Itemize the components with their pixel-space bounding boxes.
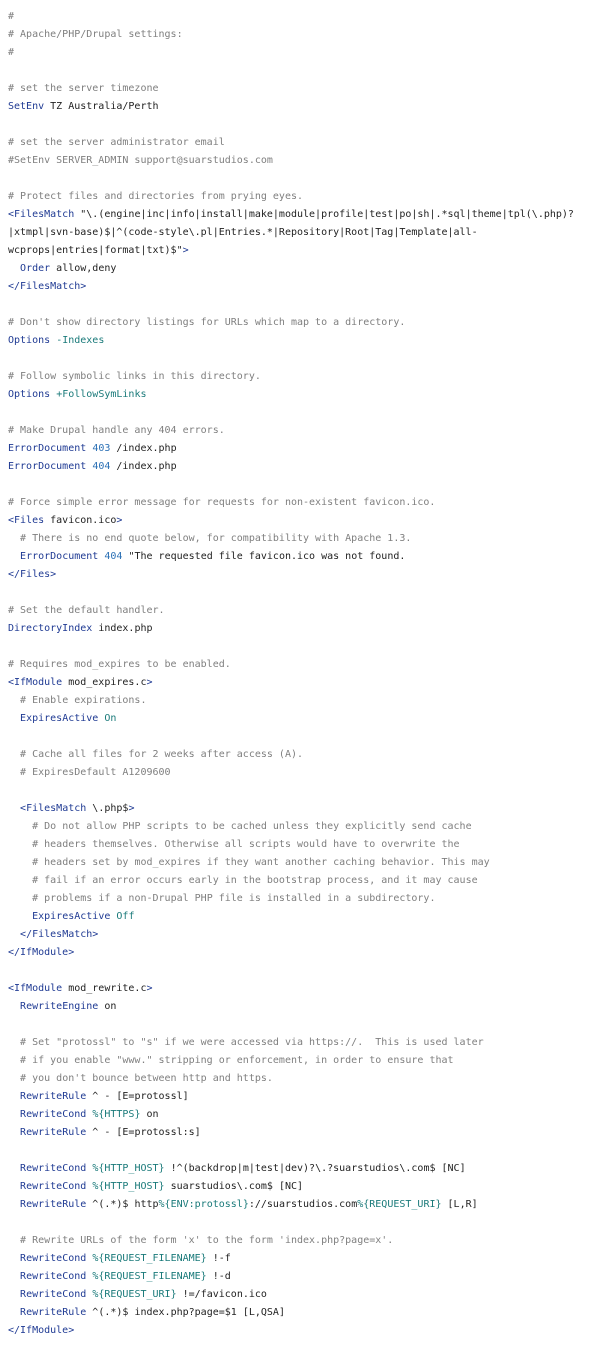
code-comment: # Set "protossl" to "s" if we were accessed via https://. This is used later <box>20 1037 484 1048</box>
code-comment: # Don't show directory listings for URLs which map to a directory. <box>8 317 406 328</box>
code-plain-text <box>8 1307 20 1318</box>
code-line <box>8 422 600 440</box>
code-line <box>8 1124 600 1142</box>
code-plain-text <box>8 1091 20 1102</box>
code-plain-text: favicon.ico <box>44 515 117 526</box>
code-variable: -Indexes <box>56 335 105 346</box>
code-line <box>8 296 600 314</box>
code-line <box>8 944 600 962</box>
code-line <box>8 908 600 926</box>
code-plain-text <box>8 839 32 850</box>
code-tag: </IfModule> <box>8 1325 75 1336</box>
code-line <box>8 278 600 296</box>
code-variable: +FollowSymLinks <box>56 389 147 400</box>
code-directive: RewriteRule <box>20 1199 87 1210</box>
code-plain-text: on <box>140 1109 159 1120</box>
code-line <box>8 170 600 188</box>
code-plain-text <box>8 803 20 814</box>
code-plain-text: suarstudios\.com$ [NC] <box>164 1181 304 1192</box>
code-line <box>8 962 600 980</box>
code-plain-text <box>8 749 20 760</box>
code-variable: %{REQUEST_FILENAME} <box>92 1253 207 1264</box>
code-plain-text <box>8 1109 20 1120</box>
code-plain-text <box>8 1127 20 1138</box>
code-variable: %{HTTP_HOST} <box>92 1181 165 1192</box>
code-line <box>8 926 600 944</box>
code-plain-text: !=/favicon.ico <box>176 1289 267 1300</box>
code-plain-text: mod_rewrite.c <box>62 983 147 994</box>
code-line <box>8 1286 600 1304</box>
code-directive: RewriteRule <box>20 1127 87 1138</box>
code-plain-text <box>8 551 20 562</box>
code-plain-text: /index.php <box>110 443 177 454</box>
code-line <box>8 656 600 674</box>
code-comment: # Rewrite URLs of the form 'x' to the form 'index.php?page=x'. <box>20 1235 394 1246</box>
code-line <box>8 728 600 746</box>
code-line <box>8 980 600 998</box>
code-tag: > <box>182 245 189 256</box>
code-plain-text: TZ Australia/Perth <box>44 101 159 112</box>
code-plain-text <box>8 1163 20 1174</box>
code-comment: # you don't bounce between http and https. <box>20 1073 273 1084</box>
code-plain-text <box>8 1253 20 1264</box>
code-plain-text <box>8 929 20 940</box>
code-comment: # Cache all files for 2 weeks after access (A). <box>20 749 304 760</box>
code-plain-text: ^ - [E=protossl:s] <box>86 1127 201 1138</box>
code-plain-text: ://suarstudios.com <box>248 1199 358 1210</box>
code-directive: ErrorDocument <box>8 461 87 472</box>
code-plain-text <box>8 767 20 778</box>
code-plain-text <box>8 1235 20 1246</box>
code-plain-text <box>8 1001 20 1012</box>
code-comment: # <box>8 47 15 58</box>
code-line <box>8 26 600 44</box>
code-line <box>8 206 600 224</box>
code-comment: # fail if an error occurs early in the bootstrap process, and it may cause <box>32 875 478 886</box>
code-tag: > <box>116 515 123 526</box>
code-line <box>8 134 600 152</box>
code-variable: %{REQUEST_FILENAME} <box>92 1271 207 1282</box>
code-directive: RewriteCond <box>20 1163 87 1174</box>
code-plain-text <box>8 1181 20 1192</box>
code-plain-text: !-d <box>206 1271 231 1282</box>
code-tag: > <box>146 677 153 688</box>
code-line <box>8 1196 600 1214</box>
code-line <box>8 872 600 890</box>
code-comment: # headers set by mod_expires if they want another caching behavior. This may <box>32 857 490 868</box>
code-line <box>8 1052 600 1070</box>
code-plain-text <box>8 911 32 922</box>
code-line <box>8 638 600 656</box>
code-directive: ErrorDocument <box>20 551 99 562</box>
code-line <box>8 62 600 80</box>
code-number: 404 <box>104 551 123 562</box>
code-plain-text: mod_expires.c <box>62 677 147 688</box>
code-line <box>8 746 600 764</box>
code-plain-text <box>8 893 32 904</box>
code-line <box>8 1160 600 1178</box>
code-variable: %{REQUEST_URI} <box>357 1199 442 1210</box>
code-plain-text: [L,R] <box>441 1199 478 1210</box>
code-directive: ExpiresActive <box>32 911 111 922</box>
code-plain-text: index.php <box>92 623 153 634</box>
code-plain-text <box>8 1037 20 1048</box>
code-line <box>8 566 600 584</box>
code-plain-text: allow,deny <box>50 263 117 274</box>
code-comment: # There is no end quote below, for compatibility with Apache 1.3. <box>20 533 412 544</box>
code-plain-text <box>8 1271 20 1282</box>
code-line <box>8 314 600 332</box>
code-line <box>8 476 600 494</box>
code-variable: Off <box>116 911 135 922</box>
code-line <box>8 350 600 368</box>
code-plain-text <box>8 695 20 706</box>
code-plain-text <box>8 1055 20 1066</box>
code-variable: %{ENV:protossl} <box>158 1199 249 1210</box>
code-tag: > <box>146 983 153 994</box>
code-comment: # Apache/PHP/Drupal settings: <box>8 29 183 40</box>
code-comment: # set the server timezone <box>8 83 159 94</box>
code-comment: # Requires mod_expires to be enabled. <box>8 659 231 670</box>
code-directive: ExpiresActive <box>20 713 99 724</box>
code-line <box>8 818 600 836</box>
code-tag: </IfModule> <box>8 947 75 958</box>
code-line <box>8 224 600 242</box>
code-directive: RewriteRule <box>20 1307 87 1318</box>
code-line <box>8 188 600 206</box>
code-line <box>8 782 600 800</box>
code-line <box>8 98 600 116</box>
code-line <box>8 530 600 548</box>
code-tag: > <box>128 803 135 814</box>
code-comment: #SetEnv SERVER_ADMIN support@suarstudios.com <box>8 155 273 166</box>
code-plain-text: wcprops|entries|format|txt)$" <box>8 245 183 256</box>
code-tag: </Files> <box>8 569 57 580</box>
code-plain-text: \.php$ <box>86 803 129 814</box>
code-line <box>8 8 600 26</box>
code-line <box>8 602 600 620</box>
code-comment: # Set the default handler. <box>8 605 165 616</box>
code-line <box>8 1304 600 1322</box>
code-plain-text <box>8 533 20 544</box>
code-directive: RewriteCond <box>20 1289 87 1300</box>
code-plain-text <box>8 713 20 724</box>
code-line <box>8 1268 600 1286</box>
code-directive: DirectoryIndex <box>8 623 93 634</box>
code-line <box>8 116 600 134</box>
code-number: 404 <box>92 461 111 472</box>
code-plain-text: "The requested file favicon.ico was not found. <box>122 551 406 562</box>
code-comment: # problems if a non-Drupal PHP file is installed in a subdirectory. <box>32 893 436 904</box>
code-line <box>8 1232 600 1250</box>
code-line <box>8 620 600 638</box>
code-plain-text: on <box>98 1001 117 1012</box>
code-line <box>8 458 600 476</box>
code-line <box>8 332 600 350</box>
code-comment: # headers themselves. Otherwise all scripts would have to overwrite the <box>32 839 460 850</box>
code-line <box>8 260 600 278</box>
code-comment: # Protect files and directories from prying eyes. <box>8 191 304 202</box>
code-variable: %{HTTP_HOST} <box>92 1163 165 1174</box>
code-line <box>8 1142 600 1160</box>
code-directive: Options <box>8 389 51 400</box>
code-directive: RewriteCond <box>20 1253 87 1264</box>
code-plain-text: ^(.*)$ index.php?page=$1 [L,QSA] <box>86 1307 285 1318</box>
code-line <box>8 854 600 872</box>
code-line <box>8 368 600 386</box>
code-tag: </FilesMatch> <box>20 929 99 940</box>
code-line <box>8 494 600 512</box>
code-plain-text: ^ - [E=protossl] <box>86 1091 189 1102</box>
code-line <box>8 44 600 62</box>
code-line <box>8 584 600 602</box>
code-comment: # Make Drupal handle any 404 errors. <box>8 425 225 436</box>
code-line <box>8 80 600 98</box>
code-plain-text <box>8 1199 20 1210</box>
code-directive: RewriteCond <box>20 1109 87 1120</box>
code-directive: Order <box>20 263 51 274</box>
code-comment: # set the server administrator email <box>8 137 225 148</box>
code-line <box>8 1070 600 1088</box>
code-line <box>8 386 600 404</box>
code-tag: <IfModule <box>8 983 63 994</box>
code-line <box>8 1322 600 1340</box>
code-line <box>8 548 600 566</box>
code-line <box>8 1214 600 1232</box>
code-line <box>8 710 600 728</box>
code-plain-text <box>8 1289 20 1300</box>
code-tag: <Files <box>8 515 45 526</box>
code-directive: RewriteEngine <box>20 1001 99 1012</box>
code-comment: # <box>8 11 15 22</box>
code-comment: # Force simple error message for requests for non-existent favicon.ico. <box>8 497 436 508</box>
code-tag: </FilesMatch> <box>8 281 87 292</box>
code-directive: Options <box>8 335 51 346</box>
code-line <box>8 404 600 422</box>
code-line <box>8 242 600 260</box>
code-comment: # Enable expirations. <box>20 695 147 706</box>
code-line <box>8 1088 600 1106</box>
code-plain-text: ^(.*)$ http <box>86 1199 159 1210</box>
code-line <box>8 440 600 458</box>
code-comment: # Follow symbolic links in this directory. <box>8 371 261 382</box>
code-comment: # if you enable "www." stripping or enforcement, in order to ensure that <box>20 1055 454 1066</box>
code-plain-text: !-f <box>206 1253 231 1264</box>
code-line <box>8 1178 600 1196</box>
code-plain-text <box>8 875 32 886</box>
code-line <box>8 890 600 908</box>
code-line <box>8 692 600 710</box>
code-directive: RewriteCond <box>20 1271 87 1282</box>
code-number: 403 <box>92 443 111 454</box>
code-variable: %{REQUEST_URI} <box>92 1289 177 1300</box>
code-line <box>8 512 600 530</box>
code-directive: RewriteCond <box>20 1181 87 1192</box>
code-comment: # ExpiresDefault A1209600 <box>20 767 171 778</box>
code-line <box>8 836 600 854</box>
code-line <box>8 998 600 1016</box>
code-tag: <FilesMatch <box>20 803 87 814</box>
code-tag: <IfModule <box>8 677 63 688</box>
code-plain-text: /index.php <box>110 461 177 472</box>
code-line <box>8 1250 600 1268</box>
code-line <box>8 800 600 818</box>
code-line <box>8 1016 600 1034</box>
code-directive: SetEnv <box>8 101 45 112</box>
code-directive: RewriteRule <box>20 1091 87 1102</box>
code-plain-text <box>8 857 32 868</box>
code-line <box>8 152 600 170</box>
code-variable: On <box>104 713 117 724</box>
code-directive: ErrorDocument <box>8 443 87 454</box>
code-tag: <FilesMatch <box>8 209 75 220</box>
code-line <box>8 1034 600 1052</box>
code-plain-text <box>8 1073 20 1084</box>
code-plain-text <box>8 821 32 832</box>
code-line <box>8 764 600 782</box>
code-comment: # Do not allow PHP scripts to be cached unless they explicitly send cache <box>32 821 472 832</box>
code-plain-text: "\.(engine|inc|info|install|make|module|profile|test|po|sh|.*sql|theme|tpl(\.php)? <box>74 209 574 220</box>
code-plain-text: !^(backdrop|m|test|dev)?\.?suarstudios\.com$ [NC] <box>164 1163 466 1174</box>
code-plain-text: |xtmpl|svn-base)$|^(code-style\.pl|Entries.*|Repository|Root|Tag|Template|all- <box>8 227 478 238</box>
code-plain-text <box>8 263 20 274</box>
code-line <box>8 1106 600 1124</box>
code-variable: %{HTTPS} <box>92 1109 141 1120</box>
code-line <box>8 674 600 692</box>
